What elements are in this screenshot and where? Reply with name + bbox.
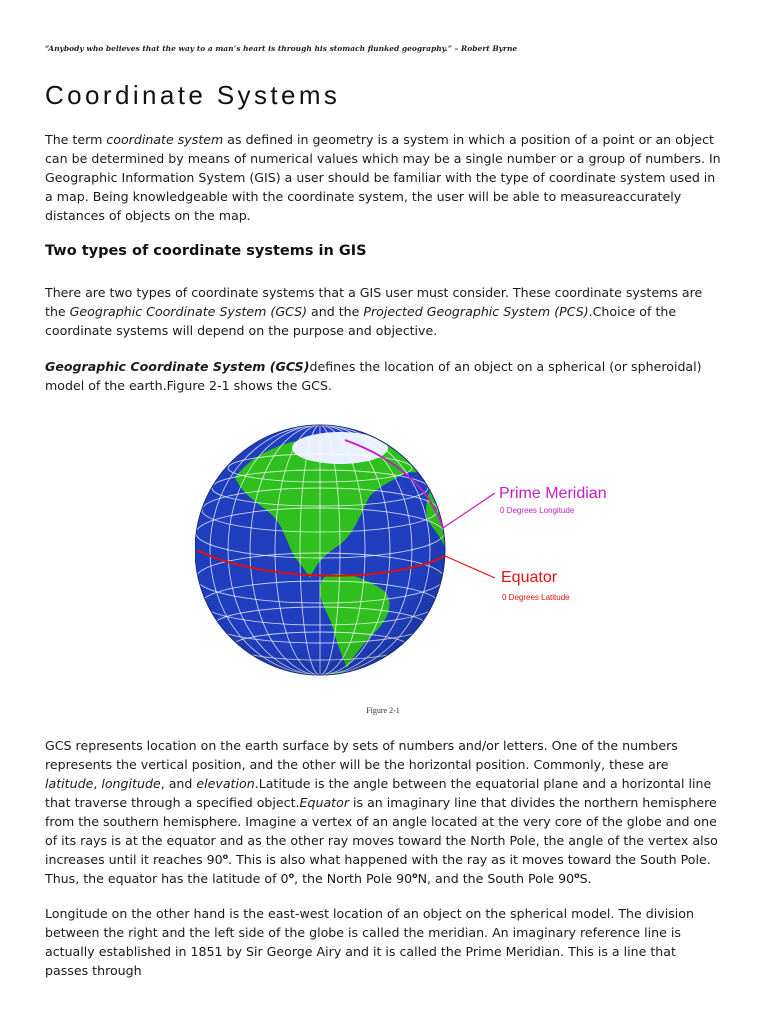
text-run: as defined in geometry is a system in which a position of a point or an object can be determined by means of numerical values which may be a single number or a group of numbers. In Geographic Information System (GIS) a user should be familiar with the type of coordinate system used in a map. Being knowledgeable with the coordinate system, the user will be able to measureaccurately distances of objects on the map. xyxy=(45,132,721,223)
globe xyxy=(195,423,445,683)
text-run: is an imaginary line that divides the northern hemisphere from the southern hemisphere. Imagine a vertex of an angle located at the very core of the globe and one of its rays is at the equator and as the other ray moves toward the North Pole, the angle of the vertex also increases until it reaches 90 xyxy=(45,795,718,867)
term-gcs: Geographic Coordinate System (GCS) xyxy=(69,304,308,319)
equator-label: Equator xyxy=(501,569,558,586)
degree-sign: o xyxy=(412,870,418,880)
longitude-paragraph: Longitude on the other hand is the east-west location of an object on the spherical model. The division between the right and the left side of the globe is called the meridian. An imaginary reference line is actually established in 1851 by Sir George Airy and it is called the Prime Meridian. This is a line that passes through xyxy=(45,906,694,978)
text-run: There are two types of coordinate systems that a GIS user must consider. These coordinate systems are the xyxy=(45,285,703,319)
term-latitude: latitude xyxy=(45,776,94,791)
page-title: Coordinate Systems xyxy=(45,80,341,110)
degree-sign: o xyxy=(222,851,229,861)
text-run: defines the location of an object on a spherical (or spheroidal) model of the earth.Figure 2-1 shows the GCS. xyxy=(45,359,702,393)
prime-meridian-sublabel: 0 Degrees Longitude xyxy=(500,506,575,515)
text-run: N, and the South Pole 90 xyxy=(417,871,575,886)
gcs-definition-paragraph xyxy=(45,357,721,395)
section-heading: Two types of coordinate systems in GIS xyxy=(45,243,367,259)
text-run: GCS represents location on the earth surface by sets of numbers and/or letters. One of the numbers represents the vertical position, and the other will be the horizontal position. Commonly, these are xyxy=(45,738,678,772)
text-run: .Latitude is the angle between the equatorial plane and a horizontal line that traverse through a specified object. xyxy=(45,776,712,810)
term-equator: Equator xyxy=(299,795,350,810)
text-run: .Choice of the coordinate systems will depend on the purpose and objective. xyxy=(45,304,677,338)
globe-figure xyxy=(195,418,635,683)
text-run: . This is also what happened with the ray as it moves toward the South Pole. Thus, the equator has the latitude of 0 xyxy=(45,852,711,886)
text-run: , the North Pole 90 xyxy=(294,871,413,886)
degree-sign: o xyxy=(288,870,295,880)
gcs-explanation-paragraph xyxy=(45,736,721,888)
equator-sublabel: 0 Degrees Latitude xyxy=(502,593,570,602)
term-longitude: longitude xyxy=(101,776,161,791)
degree-sign: o xyxy=(574,870,580,880)
intro-paragraph xyxy=(45,130,721,225)
text-run: and the xyxy=(307,304,364,319)
figure-caption: Figure 2-1 xyxy=(366,706,400,715)
prime-meridian-label: Prime Meridian xyxy=(499,485,607,502)
term-pcs: Projected Geographic System (PCS) xyxy=(363,304,589,319)
types-paragraph xyxy=(45,283,721,340)
equator-leader xyxy=(445,556,495,578)
epigraph-quote: “Anybody who believes that the way to a man’s heart is through his stomach flunked geography.” – Robert Byrne xyxy=(45,44,518,53)
term-gcs-bold: Geographic Coordinate System (GCS) xyxy=(45,359,310,374)
term-coordinate-system: coordinate system xyxy=(106,132,224,147)
text-run: S. xyxy=(579,871,592,886)
text-run: , and xyxy=(160,776,197,791)
prime-meridian-leader xyxy=(443,493,495,528)
term-elevation: elevation xyxy=(196,776,255,791)
text-run: , xyxy=(93,776,102,791)
text-run: The term xyxy=(45,132,107,147)
